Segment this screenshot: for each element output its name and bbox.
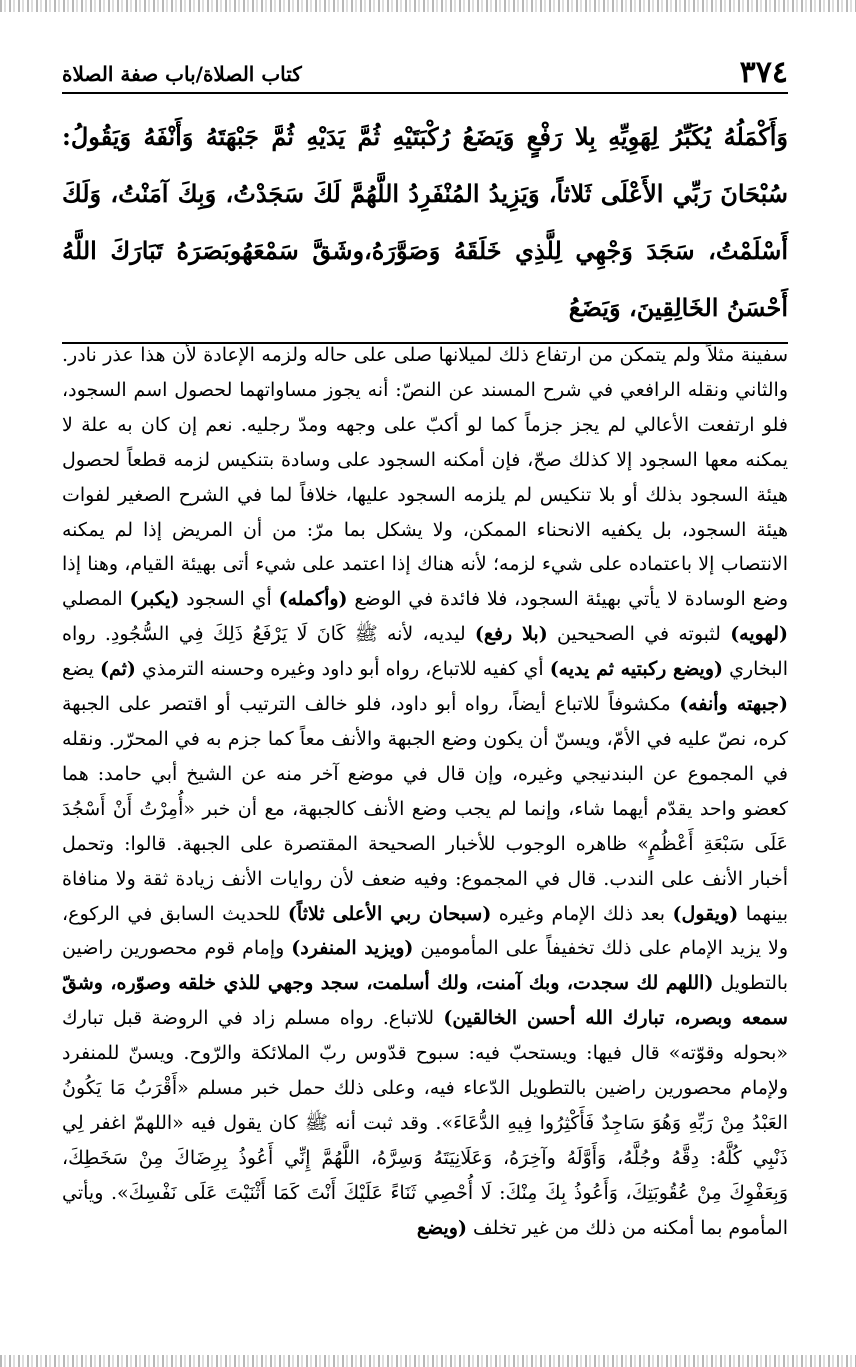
bold-term: (ويضع ركبتيه ثم يديه): [549, 658, 723, 681]
commentary-paragraph: [62, 338, 788, 1246]
commentary-text: للاتباع. رواه مسلم زاد في الروضة قبل تبارك «بحوله وقوّته» قال فيها: ويستحبّ فيه: سبوح قدّوس ربّ الملائكة والرّوح. ويسنّ للمنفرد ولإمام محصورين راضين بالتطويل الدّعاء فيه، وعلى ذلك حمل خبر مسلم «أَقْرَبُ مَا يَكُونُ العَبْدُ مِنْ رَبِّهِ وَهُوَ سَاجِدٌ فَأَكْثِرُوا فِيهِ الدُّعَاءَ». وقد ثبت أنه ﷺ كان يقول فيه «اللهمّ اغفر لِي ذَنْبِي كُلَّهُ: دِقَّهُ وجُلَّهُ، وَأَوَّلَهُ وآخِرَهُ، وَعَلَانِيَتَهُ وَسِرَّهُ، اللَّهُمَّ إِنِّي أَعُوذُ بِرِضَاكَ مِنْ سَخَطِكَ، وَبِعَفْوِكَ مِنْ عُقُوبَتِكَ، وَأَعُوذُ بِكَ مِنْكَ: لَا أُحْصِي ثَنَاءً عَلَيْكَ أَنْتَ كَمَا أَثْنَيْتَ عَلَى نَفْسِكَ». ويأتي المأموم بما أمكنه من ذلك من غير تخلف: [62, 1007, 788, 1239]
bold-term: (لهويه): [730, 623, 789, 646]
commentary-text: ليديه، لأنه ﷺ كَانَ لَا يَرْفَعُ ذَلِكَ فِي السُّجُودِ. رواه البخاري: [62, 623, 788, 681]
bottom-border-ornament: [0, 1355, 856, 1367]
commentary-text: يضع: [62, 658, 100, 681]
bold-term: (ثم): [99, 658, 136, 681]
commentary-text: سفينة مثلاً ولم يتمكن من ارتفاع ذلك لميلانها صلى على حاله ولزمه الإعادة لأن هذا عذر نادر. والثاني ونقله الرافعي في شرح المسند عن النصّ: أنه يجوز مساواتهما لحصول اسم السجود، فلو ارتفعت الأعالي لم يجز جزماً كما لو أكبّ على وجهه ومدّ رجليه. نعم إن كان به علة لا يمكنه معها السجود إلا كذلك صحّ، فإن أمكنه السجود على وسادة بتنكيس لزمه قطعاً لحصول هيئة السجود بذلك أو بلا تنكيس لم يلزمه السجود عليها، خلافاً لما في الشرح الصغير لفوات هيئة السجود، بل يكفيه الانحناء الممكن، ولا يشكل بما مرّ: من أن المريض إذا لم يمكنه الانتصاب إلا باعتماده على شيء لزمه؛ لأنه هناك إذا اعتمد على شيء أتى بهيئة القيام، وهنا إذا وضع الوسادة لا يأتي بهيئة السجود، فلا فائدة في الوضع: [62, 344, 789, 611]
bold-term: (سبحان ربي الأعلى ثلاثاً): [287, 902, 492, 925]
commentary-text: بعد ذلك الإمام وغيره: [491, 902, 673, 925]
commentary-text: لثبوته في الصحيحين: [547, 623, 731, 646]
commentary-text: للحديث السابق في الركوع، ولا يزيد الإمام على ذلك تخفيفاً على المأمومين: [62, 902, 788, 960]
commentary-text: أي كفيه للاتباع، رواه أبو داود وغيره وحسنه الترمذي: [135, 658, 550, 681]
bold-term: (يكبر): [129, 588, 180, 611]
page-header: [62, 52, 788, 94]
commentary-text: المصلي: [62, 588, 130, 611]
commentary-text: مكشوفاً للاتباع أيضاً، رواه أبو داود، فلو خالف الترتيب أو اقتصر على الجبهة كره، نصّ عليه في الأمّ، ويسنّ أن يكون وضع الجبهة والأنف معاً كما جزم به في المحرّر. ونقله في المجموع عن البندنيجي وغيره، وإن قال في موضع آخر منه عن الشيخ أبي حامد: هما كعضو واحد يقدّم أيهما شاء، وإنما لم يجب وضع الأنف كالجبهة، مع أن خبر «أُمِرْتُ أَنْ أَسْجُدَ عَلَى سَبْعَةِ أَعْظُمٍ» ظاهره الوجوب للأخبار الصحيحة المقتصرة على الجبهة. قالوا: وتحمل أخبار الأنف على الندب. قال في المجموع: وفيه ضعف لأن روايات الأنف زيادة ثقة ولا منافاة بينهما: [62, 693, 788, 925]
bold-term: (وأكمله): [278, 588, 348, 611]
bold-term: (ويزيد المنفرد): [291, 937, 414, 960]
bold-term: (جبهته وأنفه): [679, 693, 788, 716]
commentary-block: [62, 338, 788, 1246]
main-text-block: [62, 108, 788, 344]
main-text: وَأَكْمَلُهُ يُكَبِّرُ لِهَوِيِّهِ بِلا رَفْعٍ وَيَضَعُ رُكْبَتَيْهِ ثُمَّ يَدَيْهِ ثُمَّ جَبْهَتَهُ وَأَنْفَهُ وَيَقُولُ: سُبْحَانَ رَبِّي الأَعْلَى ثَلاثاً، وَيَزِيدُ المُنْفَرِدُ اللَّهُمَّ لَكَ سَجَدْتُ، وَبِكَ آمَنْتُ، وَلَكَ أَسْلَمْتُ، سَجَدَ وَجْهِي لِلَّذِي خَلَقَهُ وَصَوَّرَهُ،وشَقَّ سَمْعَهُوبَصَرَهُ تَبَارَكَ اللَّهُ أَحْسَنُ الخَالِقِينَ، وَيَضَعُ: [62, 122, 788, 322]
top-border-ornament: [0, 0, 856, 12]
bold-term: (بلا رفع): [474, 623, 548, 646]
bold-term: (ويقول): [672, 902, 739, 925]
page-number: ٣٧٤: [739, 55, 788, 90]
commentary-text: أي السجود: [179, 588, 279, 611]
bold-term: (اللهم لك سجدت، وبك آمنت، ولك أسلمت، سجد وجهي للذي خلقه وصوّره، وشقّ سمعه وبصره، تبارك الله أحسن الخالقين): [62, 972, 788, 1030]
bold-term: (ويضع: [416, 1216, 467, 1239]
commentary-text: وإمام قوم محصورين راضين بالتطويل: [62, 937, 788, 995]
running-title: كتاب الصلاة/باب صفة الصلاة: [62, 62, 302, 86]
